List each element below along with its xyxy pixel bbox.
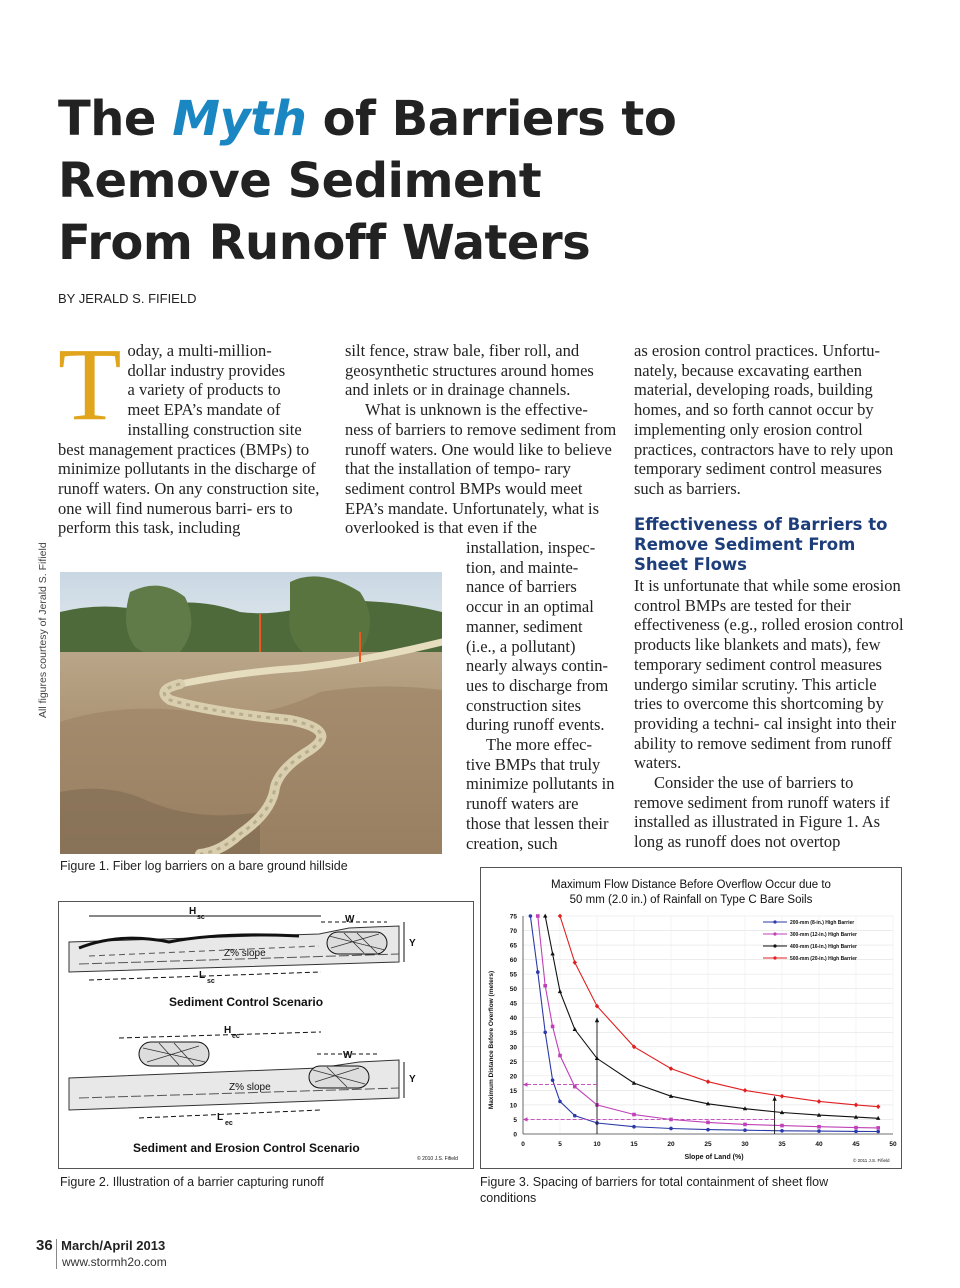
title-accent-word: Myth bbox=[172, 91, 307, 147]
y-tick-label: 40 bbox=[509, 1015, 517, 1023]
article-title: The Myth of Barriers to Remove Sediment From Runoff Waters bbox=[58, 91, 677, 271]
svg-text:L: L bbox=[199, 970, 206, 981]
svg-text:ec: ec bbox=[225, 1120, 233, 1127]
slope-label: Z% slope bbox=[224, 948, 266, 959]
sediment-control-diagram bbox=[69, 906, 416, 1009]
paragraph: silt fence, straw bale, fiber roll, and geosynthetic structures around homes and inlets or in drainage channels. bbox=[345, 341, 594, 400]
legend-label: 400-mm (16-in.) High Barrier bbox=[790, 944, 857, 950]
data-point bbox=[817, 1129, 821, 1133]
issue-date: March/April 2013 bbox=[61, 1238, 166, 1253]
intro-line: dollar industry provides bbox=[127, 360, 286, 380]
sediment-erosion-control-diagram bbox=[69, 1025, 458, 1162]
data-point bbox=[854, 1130, 858, 1134]
column-3 bbox=[634, 341, 906, 499]
scenario-1-title: Sediment Control Scenario bbox=[169, 995, 324, 1009]
fiber-log-hillside-image bbox=[60, 572, 442, 854]
data-point bbox=[743, 1088, 747, 1093]
figure-3-caption: Figure 3. Spacing of barriers for total containment of sheet flow conditions bbox=[480, 1175, 829, 1205]
data-point bbox=[669, 1127, 673, 1131]
annotation-arrowhead bbox=[523, 1117, 528, 1121]
y-tick-label: 20 bbox=[509, 1073, 517, 1081]
y-tick-label: 15 bbox=[509, 1087, 517, 1095]
paragraph: What is unknown is the effective- ness of barriers to remove sediment from runoff waters. One would like to believe that the installation of tempo- rary sediment control BMPs would meet EPA’s mandate. Unfortunately, what is overlooked is that even if the bbox=[345, 400, 617, 538]
x-tick-label: 30 bbox=[741, 1141, 749, 1148]
data-point bbox=[780, 1124, 784, 1128]
figure-2-caption: Figure 2. Illustration of a barrier capturing runoff bbox=[60, 1175, 324, 1189]
data-point bbox=[854, 1103, 858, 1108]
y-tick-label: 70 bbox=[509, 928, 517, 936]
slope-label: Z% slope bbox=[229, 1082, 271, 1093]
legend-marker bbox=[773, 944, 776, 947]
data-point bbox=[632, 1081, 636, 1085]
svg-text:H: H bbox=[224, 1025, 232, 1036]
x-tick-label: 45 bbox=[852, 1141, 860, 1148]
data-point bbox=[529, 914, 533, 918]
data-point bbox=[536, 914, 540, 918]
figure-copyright: © 2010 J.S. Fifield bbox=[417, 1156, 458, 1162]
page-number: 36 bbox=[36, 1237, 53, 1254]
data-point bbox=[876, 1130, 880, 1134]
legend-marker bbox=[773, 920, 776, 923]
svg-text:H: H bbox=[189, 906, 197, 917]
data-point bbox=[558, 914, 562, 919]
data-point bbox=[558, 989, 562, 993]
data-point bbox=[743, 1123, 747, 1127]
y-tick-label: 50 bbox=[509, 986, 517, 994]
data-point bbox=[536, 970, 540, 974]
legend-marker bbox=[773, 932, 776, 935]
intro-line: installing construction site bbox=[127, 419, 302, 439]
y-tick-label: 65 bbox=[509, 942, 517, 950]
y-tick-label: 45 bbox=[509, 1000, 517, 1008]
photo-credit: All figures courtesy of Jerald S. Fifield bbox=[37, 542, 49, 718]
annotation-arrowhead bbox=[772, 1096, 776, 1101]
y-tick-label: 30 bbox=[509, 1044, 517, 1052]
legend-label: 500-mm (20-in.) High Barrier bbox=[790, 956, 857, 962]
intro-line: meet EPA’s mandate of bbox=[127, 400, 281, 420]
data-point bbox=[543, 984, 547, 988]
data-point bbox=[573, 1027, 577, 1031]
x-tick-label: 5 bbox=[558, 1141, 562, 1148]
x-tick-label: 40 bbox=[815, 1141, 823, 1148]
paragraph: installation, inspec- tion, and mainte- nance of barriers occur in an optimal manner, sediment (i.e., a pollutant) nearly always contin- ues to discharge from construction sites during runoff events. bbox=[466, 538, 609, 735]
annotation-arrowhead bbox=[523, 1082, 528, 1086]
data-point bbox=[558, 1054, 562, 1058]
paragraph: It is unfortunate that while some erosion control BMPs are tested for their effectiveness (e.g., rolled erosion control products like blankets and mats), few temporary sediment control measures undergo similar scrutiny. This article tries to overcome this shortcoming by providing a techni- cal insight into their ability to remove sediment from runoff waters. bbox=[634, 576, 904, 773]
x-tick-label: 0 bbox=[521, 1141, 525, 1148]
column-2 bbox=[345, 341, 617, 538]
data-point bbox=[854, 1126, 858, 1130]
svg-text:Y: Y bbox=[409, 938, 416, 949]
intro-line: a variety of products to bbox=[127, 380, 281, 400]
intro-paragraph: best management practices (BMPs) to minimize pollutants in the discharge of runoff waters. On any construction site, one will find numerous barri- ers to perform this task, including bbox=[58, 439, 320, 538]
chart-title-line: Maximum Flow Distance Before Overflow Occur due to bbox=[551, 879, 831, 891]
data-point bbox=[632, 1113, 636, 1117]
legend-marker bbox=[773, 956, 776, 959]
svg-text:sc: sc bbox=[197, 914, 205, 921]
intro-line: oday, a multi-million- bbox=[127, 341, 272, 360]
y-tick-label: 0 bbox=[513, 1131, 517, 1139]
scenario-2-title: Sediment and Erosion Control Scenario bbox=[133, 1141, 360, 1155]
paragraph: The more effec- tive BMPs that truly minimize pollutants in runoff waters are those that lessen their creation, such bbox=[466, 735, 615, 853]
figure-3-chart bbox=[480, 867, 902, 1169]
x-tick-label: 10 bbox=[593, 1141, 601, 1148]
data-point bbox=[743, 1128, 747, 1132]
figure-1-caption: Figure 1. Fiber log barriers on a bare ground hillside bbox=[60, 859, 348, 873]
svg-text:Y: Y bbox=[409, 1074, 416, 1085]
plot-area bbox=[510, 914, 897, 1149]
drop-cap: T bbox=[58, 327, 122, 442]
data-point bbox=[632, 1125, 636, 1129]
y-tick-label: 60 bbox=[509, 957, 517, 965]
column-2-lower bbox=[466, 538, 616, 853]
x-tick-label: 15 bbox=[630, 1141, 638, 1148]
data-point bbox=[669, 1066, 673, 1071]
x-tick-label: 20 bbox=[667, 1141, 675, 1148]
y-tick-label: 25 bbox=[509, 1058, 517, 1066]
byline: BY JERALD S. FIFIELD bbox=[58, 291, 197, 306]
x-tick-label: 35 bbox=[778, 1141, 786, 1148]
x-tick-label: 25 bbox=[704, 1141, 712, 1148]
data-point bbox=[780, 1129, 784, 1133]
data-point bbox=[876, 1126, 880, 1130]
data-point bbox=[558, 1100, 562, 1104]
data-point bbox=[551, 1025, 555, 1029]
data-point bbox=[817, 1099, 821, 1104]
column-3-lower bbox=[634, 576, 906, 852]
y-tick-label: 35 bbox=[509, 1029, 517, 1037]
y-tick-label: 55 bbox=[509, 971, 517, 979]
figure-1-photo bbox=[60, 572, 442, 854]
svg-text:L: L bbox=[217, 1112, 224, 1123]
paragraph: Consider the use of barriers to remove sediment from runoff waters if installed as illustrated in Figure 1. As long as runoff does not overtop bbox=[634, 773, 890, 852]
legend-label: 200-mm (8-in.) High Barrier bbox=[790, 920, 855, 926]
data-point bbox=[817, 1125, 821, 1129]
x-tick-label: 50 bbox=[889, 1141, 897, 1148]
section-heading: Effectiveness of Barriers to Remove Sediment From Sheet Flows bbox=[634, 515, 888, 574]
svg-text:ec: ec bbox=[232, 1033, 240, 1040]
data-point bbox=[573, 1114, 577, 1118]
y-tick-label: 5 bbox=[513, 1116, 517, 1124]
data-point bbox=[573, 960, 577, 965]
data-point bbox=[780, 1094, 784, 1099]
svg-text:W: W bbox=[343, 1050, 353, 1061]
footer-divider bbox=[56, 1239, 57, 1269]
chart-copyright: © 2011 J.S. Fifield bbox=[853, 1158, 890, 1163]
annotation-arrowhead bbox=[595, 1018, 599, 1023]
column-1 bbox=[58, 327, 326, 538]
data-point bbox=[551, 1078, 555, 1082]
svg-text:W: W bbox=[345, 914, 355, 925]
y-tick-label: 75 bbox=[509, 913, 517, 921]
x-axis-label: Slope of Land (%) bbox=[684, 1154, 744, 1161]
data-point bbox=[543, 1030, 547, 1034]
y-axis-label: Maximum Distance Before Overflow (meters) bbox=[488, 970, 495, 1110]
data-point bbox=[573, 1085, 577, 1089]
data-point bbox=[550, 951, 554, 955]
data-point bbox=[706, 1079, 710, 1084]
legend-label: 300-mm (12-in.) High Barrier bbox=[790, 932, 857, 938]
y-tick-label: 10 bbox=[509, 1102, 517, 1110]
chart-title-line: 50 mm (2.0 in.) of Rainfall on Type C Bare Soils bbox=[569, 894, 813, 906]
paragraph: as erosion control practices. Unfortu- nately, because excavating earthen material, developing roads, building homes, and so forth cannot occur by implementing only erosion control practices, contractors have to rely upon temporary sediment control measures such as barriers. bbox=[634, 341, 894, 498]
data-point bbox=[706, 1121, 710, 1125]
svg-text:sc: sc bbox=[207, 978, 215, 985]
website: www.stormh2o.com bbox=[62, 1255, 167, 1269]
data-point bbox=[706, 1128, 710, 1132]
figure-2-illustration bbox=[58, 901, 474, 1169]
data-point bbox=[543, 914, 547, 918]
